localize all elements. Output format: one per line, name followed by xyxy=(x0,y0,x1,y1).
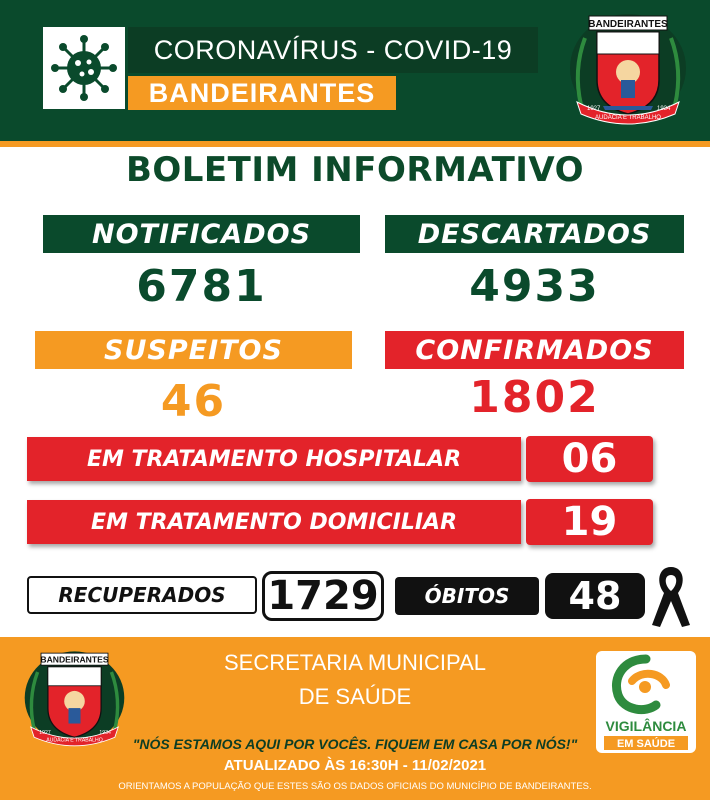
recovered-label: RECUPERADOS xyxy=(27,576,257,614)
crest-name-text: BANDEIRANTES xyxy=(40,654,109,665)
confirmed-value: 1802 xyxy=(469,372,600,423)
notified-value: 6781 xyxy=(136,261,267,312)
hospital-treatment-label: EM TRATAMENTO HOSPITALAR xyxy=(27,437,521,481)
virus-icon-box xyxy=(43,27,125,109)
home-treatment-value: 19 xyxy=(526,499,653,545)
crest-icon xyxy=(567,10,689,130)
crest-motto-text: AUDÁCIA E TRABALHO xyxy=(595,115,661,121)
updated-timestamp: ATUALIZADO ÀS 16:30H - 11/02/2021 xyxy=(223,757,487,774)
suspected-value: 46 xyxy=(160,376,227,427)
secretariat-line-1: SECRETARIA MUNICIPAL xyxy=(223,650,486,675)
crest-year-left: 1927 xyxy=(587,106,601,112)
vigilancia-logo-icon xyxy=(596,651,696,753)
crest-name-text: BANDEIRANTES xyxy=(588,19,668,30)
footer-quote: "NÓS ESTAMOS AQUI POR VOCÊS. FIQUEM EM CASA POR NÓS!" xyxy=(132,736,578,752)
vigilancia-line-2: EM SAÚDE xyxy=(616,738,676,750)
suspected-label: SUSPEITOS xyxy=(35,331,352,369)
confirmed-label: CONFIRMADOS xyxy=(385,331,684,369)
crest-year-right: 1934 xyxy=(99,729,111,736)
deaths-label: ÓBITOS xyxy=(395,577,539,615)
home-treatment-label: EM TRATAMENTO DOMICILIAR xyxy=(27,500,521,544)
crest-year-right: 1934 xyxy=(657,106,671,112)
crest-year-left: 1927 xyxy=(39,729,51,736)
header-stripe xyxy=(0,141,710,147)
notified-label: NOTIFICADOS xyxy=(43,215,360,253)
header-city: BANDEIRANTES xyxy=(128,76,396,110)
secretariat-line-2: DE SAÚDE xyxy=(298,684,412,709)
mourning-ribbon-icon xyxy=(648,563,694,629)
discarded-value: 4933 xyxy=(469,261,600,312)
hospital-treatment-value: 06 xyxy=(526,436,653,482)
orientation-note: ORIENTAMOS A POPULAÇÃO QUE ESTES SÃO OS DADOS OFICIAIS DO MUNICÍPIO DE BANDEIRANTES. xyxy=(118,781,592,792)
header-title: CORONAVÍRUS - COVID-19 xyxy=(128,27,538,73)
virus-icon xyxy=(49,33,119,103)
bulletin-title: BOLETIM INFORMATIVO xyxy=(125,150,585,190)
vigilancia-line-1: VIGILÂNCIA xyxy=(605,718,687,734)
crest-motto-text: AUDÁCIA E TRABALHO xyxy=(46,737,103,744)
deaths-value: 48 xyxy=(545,573,645,619)
recovered-value: 1729 xyxy=(262,571,384,621)
discarded-label: DESCARTADOS xyxy=(385,215,684,253)
